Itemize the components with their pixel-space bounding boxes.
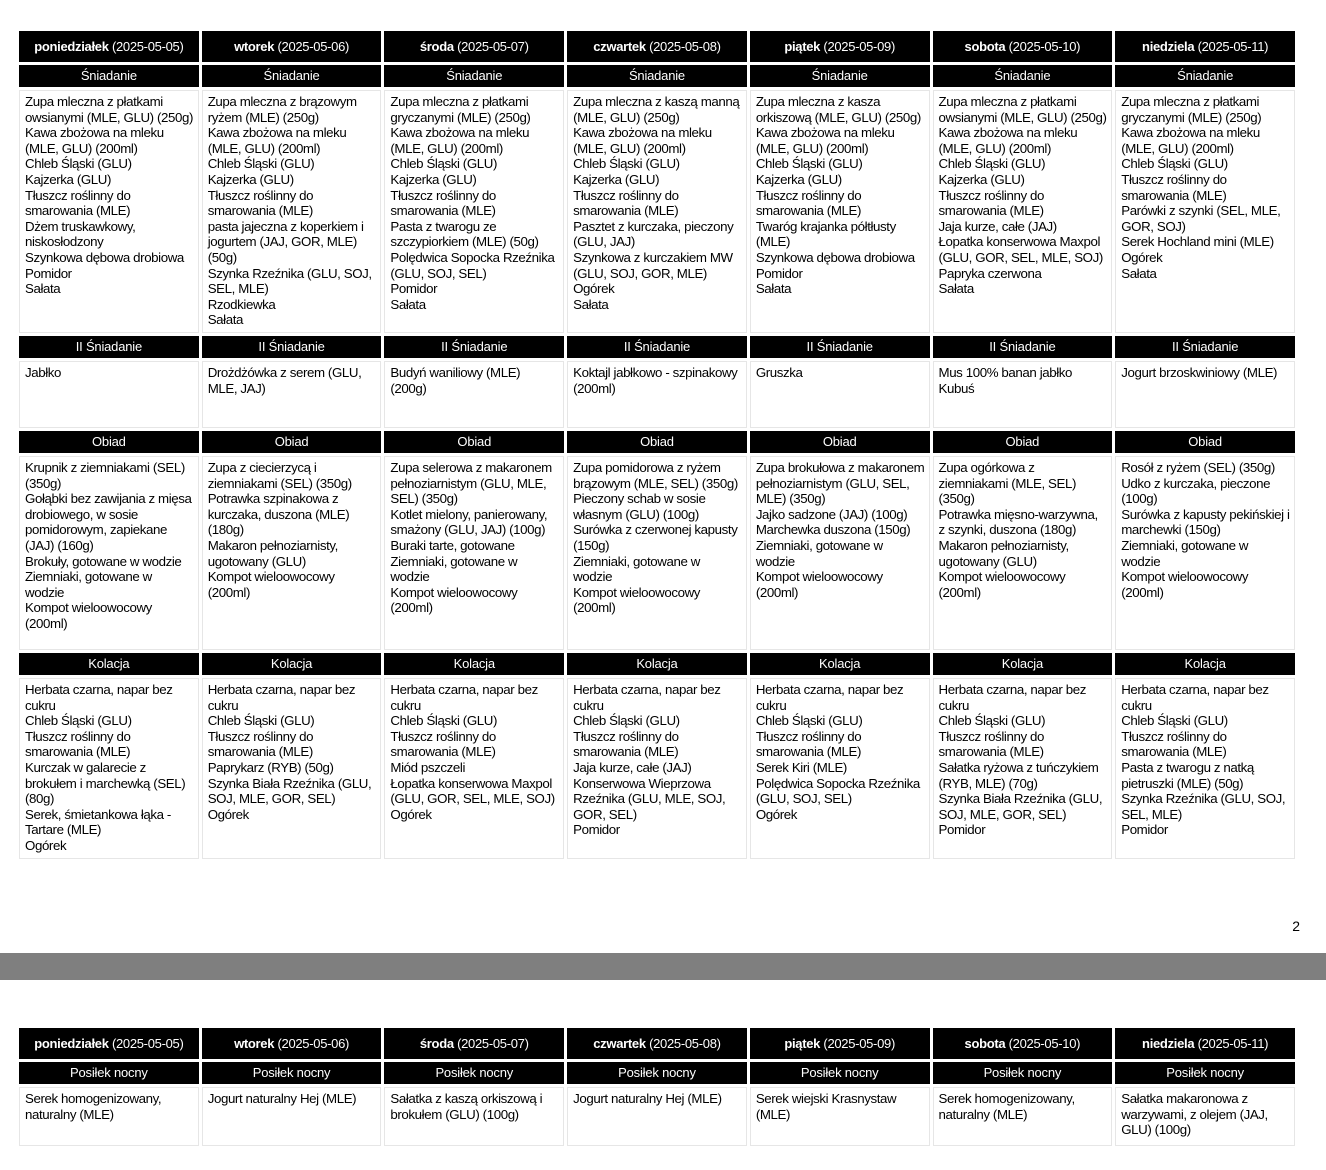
meal-header: Śniadanie: [19, 65, 199, 87]
menu-item: Szynka Rzeźnika (GLU, SOJ, SEL, MLE): [1121, 791, 1286, 822]
day-name: wtorek: [234, 1036, 275, 1051]
meal-cell: [933, 678, 1113, 859]
menu-item: Kawa zbożowa na mleku (MLE, GLU) (200ml): [25, 125, 164, 156]
menu-item: Chleb Śląski (GLU): [25, 713, 132, 729]
menu-item: Zupa mleczna z płatkami gryczanymi (MLE) (250g): [390, 94, 531, 125]
menu-item: Rosół z ryżem (SEL) (350g): [1121, 460, 1275, 475]
menu-item: Kompot wieloowocowy (200ml): [755, 569, 883, 600]
meal-header: II Śniadanie: [1115, 336, 1295, 358]
meal-items-row: [19, 361, 1295, 428]
menu-item: Kotlet mielony, panierowany, smażony (GLU, JAJ) (100g): [390, 506, 548, 538]
meal-cell: [750, 1087, 930, 1146]
meal-header: II Śniadanie: [202, 336, 382, 358]
menu-item: Jogurt naturalny Hej (MLE): [573, 1091, 722, 1106]
meal-cell: [567, 456, 747, 650]
menu-item: Tłuszcz roślinny do smarowania (MLE): [573, 187, 679, 219]
meal-header: Posiłek nocny: [202, 1062, 382, 1084]
menu-item: Pomidor: [938, 822, 986, 838]
menu-item: Kawa zbożowa na mleku (MLE, GLU) (200ml): [1121, 125, 1260, 156]
menu-item: Jajko sadzone (JAJ) (100g): [755, 506, 908, 522]
meal-cell: [1115, 361, 1295, 428]
meal-header: Kolacja: [567, 653, 747, 675]
menu-item: Zupa mleczna z płatkami gryczanymi (MLE) (250g): [1121, 94, 1262, 125]
meal-cell: [1115, 456, 1295, 650]
meal-cell: [567, 361, 747, 428]
menu-item: Serek, śmietankowa łąka - Tartare (MLE): [25, 806, 171, 838]
day-name: niedziela: [1142, 1036, 1195, 1051]
day-name: środa: [419, 39, 454, 54]
menu-item: Pomidor: [1121, 822, 1168, 838]
menu-item: Mus 100% banan jabłko Kubuś: [938, 365, 1073, 396]
menu-item: Jaja kurze, całe (JAJ): [938, 218, 1057, 234]
meal-cell: [567, 90, 747, 333]
menu-item: Pieczony schab w sosie własnym (GLU) (100g): [573, 491, 706, 522]
menu-page-2: [0, 980, 1326, 1170]
menu-item: Surówka z kapusty pekińskiej i marchewki (150g): [1121, 506, 1290, 538]
meal-header: Obiad: [567, 431, 747, 453]
menu-item: Szynkowa z kurczakiem MW (GLU, SOJ, GOR, MLE): [573, 249, 733, 281]
menu-item: Ziemniaki, gotowane w wodzie: [390, 553, 518, 585]
menu-item: Tłuszcz roślinny do smarowania (MLE): [207, 728, 314, 760]
menu-item: Kawa zbożowa na mleku (MLE, GLU) (200ml): [390, 125, 530, 156]
meal-cell: [202, 678, 382, 859]
menu-item: Chleb Śląski (GLU): [390, 156, 498, 172]
meal-header: Obiad: [933, 431, 1113, 453]
menu-item: Kompot wieloowocowy (200ml): [25, 600, 152, 631]
menu-item: Kawa zbożowa na mleku (MLE, GLU) (200ml): [573, 125, 712, 156]
menu-item: Szynka Rzeźnika (GLU, SOJ, SEL, MLE): [207, 265, 372, 297]
meal-header: Kolacja: [384, 653, 564, 675]
meal-cell: [384, 90, 564, 333]
menu-item: Chleb Śląski (GLU): [938, 713, 1046, 729]
meal-header: Posiłek nocny: [750, 1062, 930, 1084]
day-name: piątek: [784, 1036, 821, 1051]
menu-item: Zupa brokułowa z makaronem pełnoziarnistym (GLU, SEL, MLE) (350g): [755, 460, 925, 507]
menu-item: Twaróg krajanka półtłusty (MLE): [755, 218, 896, 250]
day-header: [933, 1028, 1113, 1059]
meal-header: Obiad: [19, 431, 199, 453]
day-name: czwartek: [593, 39, 646, 54]
menu-item: Marchewka duszona (150g): [755, 522, 911, 538]
menu-item: Sałata: [573, 296, 609, 312]
menu-item: Zupa mleczna z płatkami owsianymi (MLE, GLU) (250g): [938, 94, 1107, 125]
menu-item: Ziemniaki, gotowane w wodzie: [25, 569, 152, 600]
meal-header: Śniadanie: [384, 65, 564, 87]
menu-item: Konserwowa Wieprzowa Rzeźnika (GLU, MLE, SOJ, GOR, SEL): [573, 775, 726, 822]
day-header: [1115, 31, 1295, 62]
menu-item: Tłuszcz roślinny do smarowania (MLE): [1121, 728, 1227, 760]
day-date: (2025-05-06): [277, 39, 350, 54]
meal-header: Kolacja: [933, 653, 1113, 675]
meal-header: Śniadanie: [933, 65, 1113, 87]
meal-header: Posiłek nocny: [19, 1062, 199, 1084]
meal-cell: [202, 1087, 382, 1146]
day-header: [750, 1028, 930, 1059]
menu-item: Kompot wieloowocowy (200ml): [1121, 569, 1249, 600]
menu-item: Herbata czarna, napar bez cukru: [573, 682, 721, 713]
meal-header: Posiłek nocny: [384, 1062, 564, 1084]
menu-item: Sałatka z kaszą orkiszową i brokułem (GLU) (100g): [390, 1091, 543, 1122]
day-header: [384, 1028, 564, 1059]
menu-item: Jabłko: [25, 365, 62, 380]
day-name: niedziela: [1142, 39, 1195, 54]
menu-item: Jaja kurze, całe (JAJ): [573, 759, 692, 775]
menu-item: Kawa zbożowa na mleku (MLE, GLU) (200ml): [755, 125, 895, 156]
menu-item: Sałata: [25, 281, 61, 297]
menu-item: Drożdżówka z serem (GLU, MLE, JAJ): [207, 365, 362, 396]
menu-item: Pomidor: [755, 265, 803, 281]
menu-item: Gołąbki bez zawijania z mięsa drobiowego, w sosie pomidorowym, zapiekane (JAJ) (160g): [25, 491, 192, 553]
meal-cell: [19, 456, 199, 650]
meal-header: Kolacja: [19, 653, 199, 675]
menu-item: Tłuszcz roślinny do smarowania (MLE): [390, 728, 496, 760]
menu-item: Koktajl jabłkowo - szpinakowy (200ml): [573, 365, 738, 396]
day-date: (2025-05-08): [649, 1036, 721, 1051]
menu-item: Herbata czarna, napar bez cukru: [25, 682, 173, 713]
menu-item: pasta jajeczna z koperkiem i jogurtem (JAJ, GOR, MLE) (50g): [207, 218, 364, 265]
meal-cell: [19, 361, 199, 428]
day-date: (2025-05-11): [1197, 1036, 1269, 1051]
menu-item: Kajzerka (GLU): [573, 171, 660, 187]
day-header: [933, 31, 1113, 62]
day-date: (2025-05-08): [649, 39, 721, 54]
menu-item: Łopatka konserwowa Maxpol (GLU, GOR, SEL, MLE, SOJ): [390, 775, 555, 807]
meal-header: Obiad: [750, 431, 930, 453]
menu-item: Serek homogenizowany, naturalny (MLE): [25, 1091, 162, 1122]
menu-item: Paprykarz (RYB) (50g): [207, 759, 334, 775]
meal-items-row: [19, 456, 1295, 650]
day-header-row: [19, 31, 1295, 62]
day-date: (2025-05-05): [111, 1036, 184, 1051]
menu-item: Kompot wieloowocowy (200ml): [390, 584, 518, 616]
menu-item: Kawa zbożowa na mleku (MLE, GLU) (200ml): [938, 125, 1078, 156]
day-header: [202, 31, 382, 62]
day-header: [1115, 1028, 1295, 1059]
menu-item: Kajzerka (GLU): [755, 171, 842, 187]
meal-cell: [384, 1087, 564, 1146]
menu-item: Zupa ogórkowa z ziemniakami (MLE, SEL) (350g): [938, 460, 1077, 507]
menu-item: Kurczak w galarecie z brokułem i marchewką (SEL) (80g): [25, 759, 186, 807]
menu-item: Tłuszcz roślinny do smarowania (MLE): [25, 187, 131, 219]
meal-header: II Śniadanie: [19, 336, 199, 358]
day-name: sobota: [964, 39, 1006, 54]
day-date: (2025-05-05): [111, 39, 184, 54]
meal-cell: [1115, 1087, 1295, 1146]
meal-header: II Śniadanie: [384, 336, 564, 358]
meal-cell: [384, 678, 564, 859]
menu-item: Sałatka ryżowa z tuńczykiem (RYB, MLE) (70g): [938, 759, 1099, 791]
menu-item: Chleb Śląski (GLU): [938, 156, 1046, 172]
meal-header-row: [19, 1062, 1295, 1084]
meal-cell: [750, 90, 930, 333]
meal-cell: [933, 90, 1113, 333]
menu-item: Chleb Śląski (GLU): [573, 713, 680, 729]
menu-item: Krupnik z ziemniakami (SEL) (350g): [25, 460, 185, 491]
menu-item: Serek Hochland mini (MLE): [1121, 234, 1274, 250]
menu-item: Serek homogenizowany, naturalny (MLE): [938, 1091, 1075, 1122]
meal-cell: [19, 678, 199, 859]
menu-item: Herbata czarna, napar bez cukru: [938, 682, 1086, 713]
day-name: sobota: [964, 1036, 1006, 1051]
meal-header: Kolacja: [202, 653, 382, 675]
menu-item: Kajzerka (GLU): [938, 171, 1025, 187]
meal-header: II Śniadanie: [567, 336, 747, 358]
meal-items-row: [19, 1087, 1295, 1146]
menu-item: Surówka z czerwonej kapusty (150g): [573, 522, 738, 553]
page-number: 2: [1292, 918, 1300, 934]
meal-cell: [202, 361, 382, 428]
meal-cell: [202, 456, 382, 650]
menu-item: Pomidor: [25, 265, 72, 281]
menu-item: Ziemniaki, gotowane w wodzie: [573, 553, 700, 585]
day-name: środa: [419, 1036, 454, 1051]
day-name: czwartek: [593, 1036, 646, 1051]
menu-item: Sałata: [938, 281, 974, 297]
day-header: [750, 31, 930, 62]
menu-item: Rzodkiewka: [207, 296, 276, 312]
day-date: (2025-05-10): [1008, 1036, 1081, 1051]
menu-item: Herbata czarna, napar bez cukru: [755, 682, 904, 713]
day-header: [19, 31, 199, 62]
day-header: [19, 1028, 199, 1059]
menu-item: Ogórek: [755, 806, 798, 822]
menu-item: Buraki tarte, gotowane: [390, 537, 515, 553]
day-name: poniedziałek: [34, 1036, 109, 1051]
day-name: wtorek: [234, 39, 275, 54]
menu-item: Tłuszcz roślinny do smarowania (MLE): [25, 728, 131, 760]
menu-item: Brokuły, gotowane w wodzie: [25, 553, 182, 569]
menu-item: Sałata: [1121, 265, 1157, 281]
day-header: [202, 1028, 382, 1059]
menu-item: Łopatka konserwowa Maxpol (GLU, GOR, SEL, MLE, SOJ): [938, 234, 1103, 265]
menu-item: Herbata czarna, napar bez cukru: [207, 682, 356, 713]
meal-header-row: [19, 336, 1295, 358]
menu-item: Serek wiejski Krasnystaw (MLE): [755, 1091, 897, 1122]
meal-cell: [202, 90, 382, 333]
meal-cell: [933, 1087, 1113, 1146]
menu-item: Ziemniaki, gotowane w wodzie: [755, 537, 883, 569]
meal-header: Śniadanie: [567, 65, 747, 87]
day-header: [567, 1028, 747, 1059]
menu-item: Budyń waniliowy (MLE) (200g): [390, 365, 521, 396]
menu-item: Chleb Śląski (GLU): [207, 156, 315, 172]
meal-cell: [567, 1087, 747, 1146]
menu-item: Polędwica Sopocka Rzeźnika (GLU, SOJ, SEL): [755, 775, 920, 807]
menu-item: Tłuszcz roślinny do smarowania (MLE): [573, 728, 679, 760]
meal-cell: [19, 1087, 199, 1146]
menu-item: Tłuszcz roślinny do smarowania (MLE): [755, 187, 862, 219]
menu-item: Ogórek: [390, 806, 432, 822]
menu-item: Zupa z ciecierzycą i ziemniakami (SEL) (350g): [207, 460, 352, 491]
menu-item: Zupa mleczna z kasza orkiszową (MLE, GLU) (250g): [755, 94, 921, 125]
meal-header: II Śniadanie: [750, 336, 930, 358]
menu-item: Sałatka makaronowa z warzywami, z olejem (JAJ, GLU) (100g): [1121, 1091, 1268, 1138]
day-date: (2025-05-07): [457, 39, 529, 54]
meal-cell: [1115, 90, 1295, 333]
menu-item: Zupa mleczna z brązowym ryżem (MLE) (250g): [207, 94, 357, 125]
meal-header-row: [19, 431, 1295, 453]
menu-item: Kajzerka (GLU): [390, 171, 477, 187]
meal-cell: [750, 456, 930, 650]
menu-item: Zupa selerowa z makaronem pełnoziarnistym (GLU, MLE, SEL) (350g): [390, 460, 552, 507]
menu-item: Potrawka mięsno-warzywna, z szynki, duszona (180g): [938, 506, 1098, 538]
menu-item: Pomidor: [573, 822, 620, 838]
menu-item: Makaron pełnoziarnisty, ugotowany (GLU): [207, 537, 338, 569]
menu-item: Zupa pomidorowa z ryżem brązowym (MLE, SEL) (350g): [573, 460, 738, 491]
menu-item: Papryka czerwona: [938, 265, 1042, 281]
menu-item: Tłuszcz roślinny do smarowania (MLE): [390, 187, 496, 219]
menu-item: Chleb Śląski (GLU): [755, 156, 863, 172]
meal-header: Obiad: [384, 431, 564, 453]
meal-header: Obiad: [1115, 431, 1295, 453]
menu-item: Szynka Biała Rzeźnika (GLU, SOJ, MLE, GOR, SEL): [207, 775, 372, 807]
menu-item: Potrawka szpinakowa z kurczaka, duszona (MLE) (180g): [207, 491, 350, 538]
menu-item: Chleb Śląski (GLU): [207, 713, 315, 729]
menu-item: Kajzerka (GLU): [207, 171, 294, 187]
menu-item: Kompot wieloowocowy (200ml): [573, 584, 701, 616]
menu-item: Tłuszcz roślinny do smarowania (MLE): [207, 187, 314, 219]
day-header: [384, 31, 564, 62]
menu-item: Polędwica Sopocka Rzeźnika (GLU, SOJ, SEL): [390, 249, 555, 281]
meal-cell: [750, 678, 930, 859]
menu-item: Pomidor: [390, 281, 438, 297]
menu-item: Zupa mleczna z płatkami owsianymi (MLE, GLU) (250g): [25, 94, 194, 125]
menu-item: Jogurt naturalny Hej (MLE): [207, 1091, 357, 1106]
meal-header: Kolacja: [1115, 653, 1295, 675]
menu-item: Udko z kurczaka, pieczone (100g): [1121, 475, 1271, 507]
menu-item: Serek Kiri (MLE): [755, 759, 847, 775]
day-name: poniedziałek: [34, 39, 109, 54]
menu-item: Pasztet z kurczaka, pieczony (GLU, JAJ): [573, 218, 734, 250]
meal-cell: [933, 456, 1113, 650]
menu-item: Ogórek: [573, 281, 615, 297]
day-date: (2025-05-10): [1008, 39, 1081, 54]
day-date: (2025-05-06): [277, 1036, 350, 1051]
night-meal-table: [16, 1025, 1298, 1149]
menu-item: Chleb Śląski (GLU): [25, 156, 132, 172]
menu-item: Chleb Śląski (GLU): [1121, 713, 1228, 729]
meal-items-row: [19, 90, 1295, 333]
menu-item: Kajzerka (GLU): [25, 171, 112, 187]
meal-header: II Śniadanie: [933, 336, 1113, 358]
menu-item: Chleb Śląski (GLU): [755, 713, 863, 729]
meal-header-row: [19, 653, 1295, 675]
menu-item: Chleb Śląski (GLU): [573, 156, 680, 172]
menu-item: Kompot wieloowocowy (200ml): [938, 569, 1066, 600]
meal-cell: [1115, 678, 1295, 859]
menu-item: Tłuszcz roślinny do smarowania (MLE): [1121, 171, 1227, 203]
menu-item: Ogórek: [25, 837, 67, 853]
menu-item: Sałata: [207, 312, 244, 328]
menu-item: Szynka Biała Rzeźnika (GLU, SOJ, MLE, GOR, SEL): [938, 791, 1103, 822]
menu-item: Chleb Śląski (GLU): [390, 713, 498, 729]
meal-header: Śniadanie: [1115, 65, 1295, 87]
page-separator: [0, 953, 1326, 980]
menu-item: Herbata czarna, napar bez cukru: [390, 682, 538, 713]
meal-header: Śniadanie: [750, 65, 930, 87]
menu-item: Makaron pełnoziarnisty, ugotowany (GLU): [938, 537, 1069, 569]
menu-item: Kawa zbożowa na mleku (MLE, GLU) (200ml): [207, 125, 347, 156]
menu-item: Zupa mleczna z kaszą manną (MLE, GLU) (250g): [573, 94, 740, 125]
menu-item: Ogórek: [207, 806, 249, 822]
menu-item: Chleb Śląski (GLU): [1121, 156, 1228, 172]
menu-item: Gruszka: [755, 365, 803, 380]
meal-cell: [933, 361, 1113, 428]
meal-items-row: [19, 678, 1295, 859]
menu-item: Szynkowa dębowa drobiowa: [25, 249, 184, 265]
meal-cell: [19, 90, 199, 333]
meal-header: Posiłek nocny: [933, 1062, 1113, 1084]
menu-item: Tłuszcz roślinny do smarowania (MLE): [755, 728, 862, 760]
weekly-menu-table: [16, 28, 1298, 862]
menu-item: Tłuszcz roślinny do smarowania (MLE): [938, 187, 1044, 219]
meal-header: Obiad: [202, 431, 382, 453]
meal-header: Posiłek nocny: [1115, 1062, 1295, 1084]
menu-item: Ziemniaki, gotowane w wodzie: [1121, 537, 1249, 569]
menu-item: Kompot wieloowocowy (200ml): [207, 569, 335, 600]
day-header: [567, 31, 747, 62]
day-date: (2025-05-09): [823, 1036, 895, 1051]
day-date: (2025-05-07): [457, 1036, 529, 1051]
day-header-row: [19, 1028, 1295, 1059]
meal-header: Śniadanie: [202, 65, 382, 87]
menu-item: Miód pszczeli: [390, 759, 466, 775]
meal-cell: [750, 361, 930, 428]
menu-item: Pasta z twarogu z natką pietruszki (MLE) (50g): [1121, 759, 1254, 791]
meal-header-row: [19, 65, 1295, 87]
menu-item: Sałata: [755, 281, 792, 297]
menu-item: Jogurt brzoskwiniowy (MLE): [1121, 365, 1278, 380]
menu-item: Dżem truskawkowy, niskosłodzony: [25, 218, 136, 250]
menu-item: Ogórek: [1121, 249, 1163, 265]
day-name: piątek: [784, 39, 821, 54]
menu-item: Szynkowa dębowa drobiowa: [755, 249, 915, 265]
day-date: (2025-05-09): [823, 39, 895, 54]
meal-cell: [384, 456, 564, 650]
menu-item: Sałata: [390, 296, 426, 312]
meal-cell: [567, 678, 747, 859]
meal-header: Posiłek nocny: [567, 1062, 747, 1084]
menu-item: Parówki z szynki (SEL, MLE, GOR, SOJ): [1121, 203, 1281, 234]
menu-item: Pasta z twarogu ze szczypiorkiem (MLE) (50g): [390, 218, 539, 250]
day-date: (2025-05-11): [1197, 39, 1269, 54]
menu-item: Tłuszcz roślinny do smarowania (MLE): [938, 728, 1044, 760]
meal-header: Kolacja: [750, 653, 930, 675]
meal-cell: [384, 361, 564, 428]
menu-item: Herbata czarna, napar bez cukru: [1121, 682, 1269, 713]
